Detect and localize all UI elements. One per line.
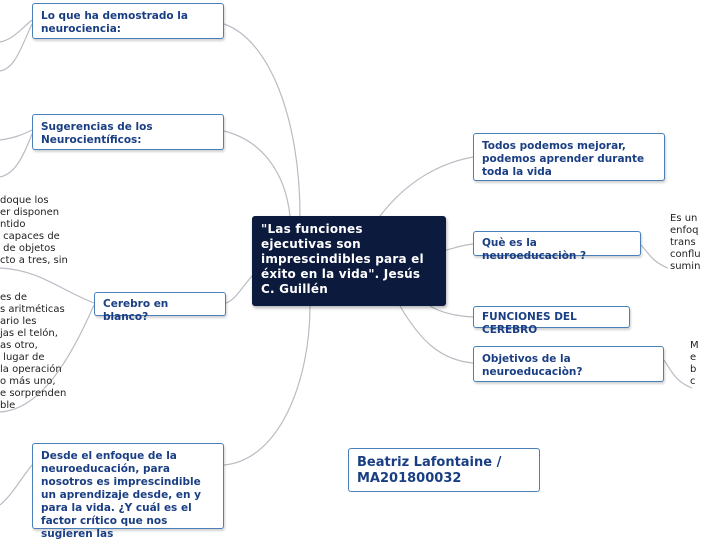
note-left-upper: doque los er disponen ntido capaces de de objetos cto a tres, sin <box>0 195 68 266</box>
topic-objetivos-label: Objetivos de la neuroeducaciòn? <box>482 353 583 378</box>
topic-todos-mejorar-label: Todos podemos mejorar, podemos aprender durante toda la vida <box>482 140 645 178</box>
topic-neurociencia[interactable] <box>32 3 224 39</box>
link-objetivos <box>400 306 473 363</box>
link-neuro-sub-a <box>0 20 32 42</box>
link-cerebro-blanco <box>226 276 252 303</box>
topic-cerebro-blanco-label: Cerebro en blanco? <box>103 298 169 323</box>
central-topic-label: "Las funciones ejecutivas son imprescindibles para el éxito en la vida". Jesús C. Guillén <box>261 222 424 296</box>
link-objetivos-sub <box>664 360 692 388</box>
link-funciones <box>430 306 473 317</box>
link-sug-sub-b <box>0 134 32 177</box>
note-right-objetivos: M e b c <box>690 340 699 387</box>
topic-enfoque[interactable] <box>32 443 224 540</box>
author-label: Beatriz Lafontaine / MA201800032 <box>357 455 502 486</box>
link-neuro-sub-b <box>0 24 32 71</box>
topic-objetivos[interactable] <box>473 346 664 382</box>
link-sugerencias <box>224 131 290 216</box>
topic-funciones-cerebro-label: FUNCIONES DEL CEREBRO <box>482 311 577 336</box>
topic-sugerencias-label: Sugerencias de los Neurocientíficos: <box>41 121 153 146</box>
note-right-que-es: Es un enfoq trans conflu sumin <box>670 213 701 272</box>
topic-neurociencia-label: Lo que ha demostrado la neurociencia: <box>41 10 188 35</box>
link-neurociencia <box>224 24 300 216</box>
topic-sugerencias[interactable] <box>32 114 224 150</box>
link-que-es-sub <box>640 244 668 268</box>
link-enfoque <box>224 306 310 465</box>
topic-cerebro-blanco[interactable] <box>94 292 226 323</box>
link-todos-mejorar <box>380 157 473 216</box>
link-que-es <box>446 244 473 250</box>
central-topic[interactable] <box>252 216 446 306</box>
topic-funciones-cerebro[interactable] <box>473 306 630 336</box>
topic-todos-mejorar[interactable] <box>473 133 665 181</box>
author-box[interactable] <box>348 448 540 492</box>
link-sug-sub-a <box>0 130 32 140</box>
link-enfoque-sub <box>0 465 32 505</box>
topic-enfoque-label: Desde el enfoque de la neuroeducación, para nosotros es imprescindible un aprendizaje desde, en y para la vida. ¿Y cuál es el factor crítico que nos sugieren las <box>41 450 201 540</box>
topic-que-es[interactable] <box>473 231 641 262</box>
topic-que-es-label: Què es la neuroeducaciòn ? <box>482 237 587 262</box>
note-left-lower: es de s aritméticas ario les jas el telón, as otro, lugar de la operación o más uno, e sorprenden ble <box>0 292 67 411</box>
